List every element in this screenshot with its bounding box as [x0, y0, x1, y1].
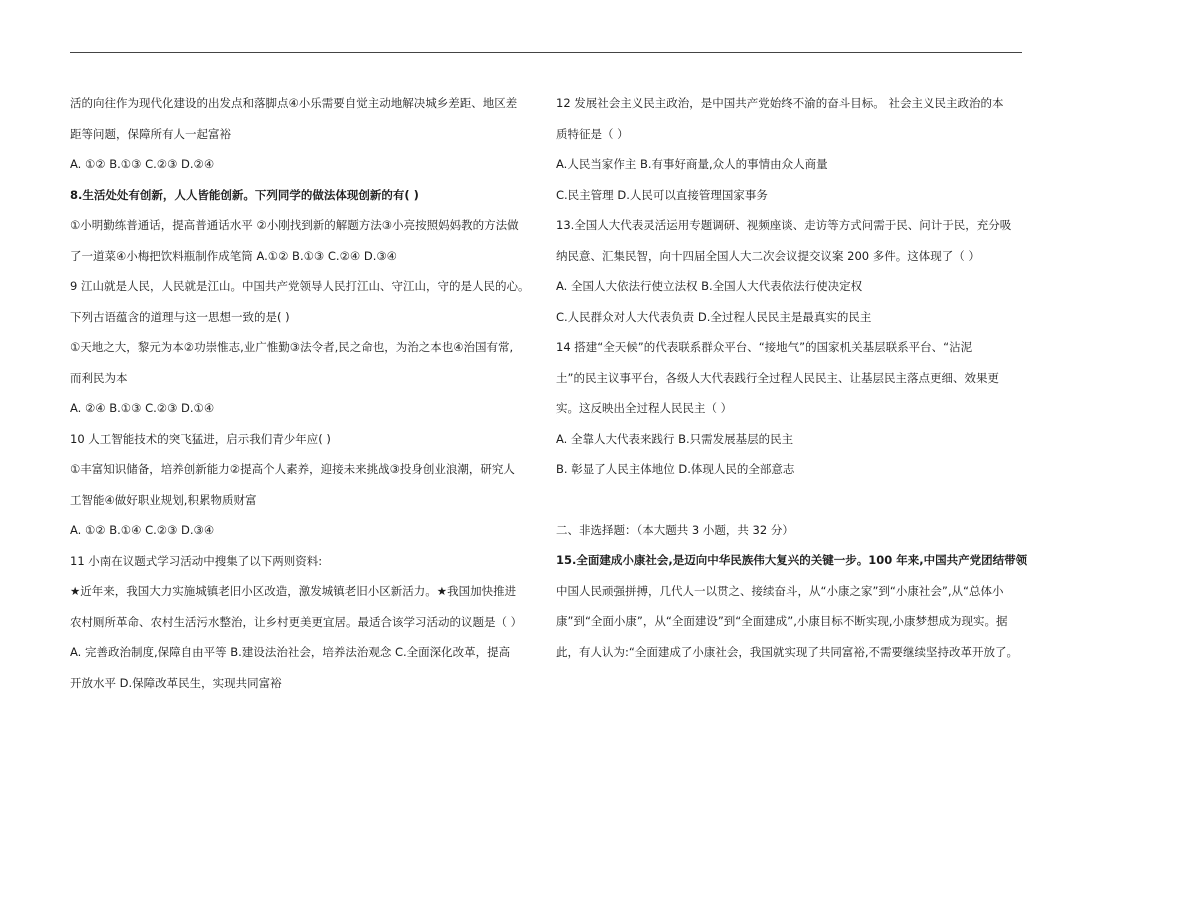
q14-stem-line-1: 14 搭建“全天候”的代表联系群众平台、“接地气”的国家机关基层联系平台、“沾泥 — [556, 340, 973, 354]
q12-options-line-2: C.民主管理 D.人民可以直接管理国家事务 — [556, 187, 768, 202]
q14-stem-line-3: 实。这反映出全过程人民民主（ ） — [556, 401, 733, 415]
q9-stem-line-1: 9 江山就是人民，人民就是江山。中国共产党领导人民打江山、守江山，守的是人民的心。 — [70, 279, 530, 293]
q9-options: A. ②④ B.①③ C.②③ D.①④ — [70, 401, 215, 415]
q12-stem-line-2: 质特征是（ ） — [556, 126, 629, 141]
q15-text-line-4: 此，有人认为:“全面建成了小康社会，我国就实现了共同富裕,不需要继续坚持改革开放了。 — [556, 644, 1018, 659]
q13-options-line-2: C.人民群众对人大代表负责 D.全过程人民民主是最真实的民主 — [556, 309, 872, 324]
q15-text-line-2: 中国人民顽强拼搏，几代人一以贯之、接续奋斗，从“小康之家”到“小康社会”,从“总体小 — [556, 583, 1004, 598]
q11-material-line-1: ★近年来，我国大力实施城镇老旧小区改造，激发城镇老旧小区新活力。★我国加快推进 — [70, 584, 517, 598]
q10-options: A. ①② B.①④ C.②③ D.③④ — [70, 523, 215, 537]
q9-items-line-1: ①天地之大，黎元为本②功崇惟志,业广惟勤③法令者,民之命也，为治之本也④治国有常, — [70, 340, 514, 354]
q11-stem: 11 小南在议题式学习活动中搜集了以下两则资料: — [70, 553, 323, 568]
q7-text-line-1: 活的向往作为现代化建设的出发点和落脚点④小乐需要自觉主动地解决城乡差距、地区差 — [70, 96, 518, 110]
q8-items-line-1: ①小明勤练普通话，提高普通话水平 ②小刚找到新的解题方法③小亮按照妈妈教的方法做 — [70, 218, 519, 232]
q13-stem-line-2: 纳民意、汇集民智，向十四届全国人大二次会议提交议案 200 多件。这体现了（ ） — [556, 248, 980, 263]
header-rule — [70, 52, 1022, 53]
q12-options-line-1: A.人民当家作主 B.有事好商量,众人的事情由众人商量 — [556, 157, 828, 171]
left-column — [70, 88, 545, 698]
q14-options-line-2: B. 彰显了人民主体地位 D.体现人民的全部意志 — [556, 462, 795, 476]
q15-text-line-1: 15.全面建成小康社会,是迈向中华民族伟大复兴的关键一步。100 年来,中国共产党团结带领 — [556, 553, 1028, 567]
q11-options-line-2: 开放水平 D.保障改革民生，实现共同富裕 — [70, 675, 282, 690]
q11-options-line-1: A. 完善政治制度,保障自由平等 B.建设法治社会，培养法治观念 C.全面深化改革，提高 — [70, 645, 511, 659]
q13-stem-line-1: 13.全国人大代表灵活运用专题调研、视频座谈、走访等方式问需于民、问计于民，充分吸 — [556, 218, 1012, 232]
q10-stem: 10 人工智能技术的突飞猛进，启示我们青少年应( ) — [70, 431, 331, 446]
q15-text-line-3: 康”到“全面小康”，从“全面建设”到“全面建成”,小康目标不断实现,小康梦想成为现实。据 — [556, 614, 1008, 628]
q9-items-line-2: 而利民为本 — [70, 370, 128, 385]
section-two-heading: 二、非选择题：（本大题共 3 小题，共 32 分） — [556, 522, 794, 537]
q12-stem-line-1: 12 发展社会主义民主政治，是中国共产党始终不渝的奋斗目标。 社会主义民主政治的本 — [556, 96, 1004, 110]
q8-items-line-2: 了一道菜④小梅把饮料瓶制作成笔筒 A.①② B.①③ C.②④ D.③④ — [70, 248, 397, 263]
q10-items-line-1: ①丰富知识储备，培养创新能力②提高个人素养，迎接未来挑战③投身创业浪潮，研究人 — [70, 462, 515, 476]
q7-text-line-2: 距等问题，保障所有人一起富裕 — [70, 126, 231, 141]
q14-stem-line-2: 土”的民主议事平台，各级人大代表践行全过程人民民主、让基层民主落点更细、效果更 — [556, 370, 999, 385]
q11-material-line-2: 农村厕所革命、农村生活污水整治，让乡村更美更宜居。最适合该学习活动的议题是（ ） — [70, 614, 523, 629]
q9-stem-line-2: 下列古语蕴含的道理与这一思想一致的是( ) — [70, 309, 290, 324]
right-column — [556, 88, 1036, 667]
q14-options-line-1: A. 全靠人大代表来践行 B.只需发展基层的民主 — [556, 431, 794, 446]
q7-options: A. ①② B.①③ C.②③ D.②④ — [70, 157, 215, 171]
q10-items-line-2: 工智能④做好职业规划,积累物质财富 — [70, 492, 257, 507]
q13-options-line-1: A. 全国人大依法行使立法权 B.全国人大代表依法行使决定权 — [556, 279, 863, 293]
q8-stem: 8.生活处处有创新，人人皆能创新。下列同学的做法体现创新的有( ) — [70, 187, 419, 202]
